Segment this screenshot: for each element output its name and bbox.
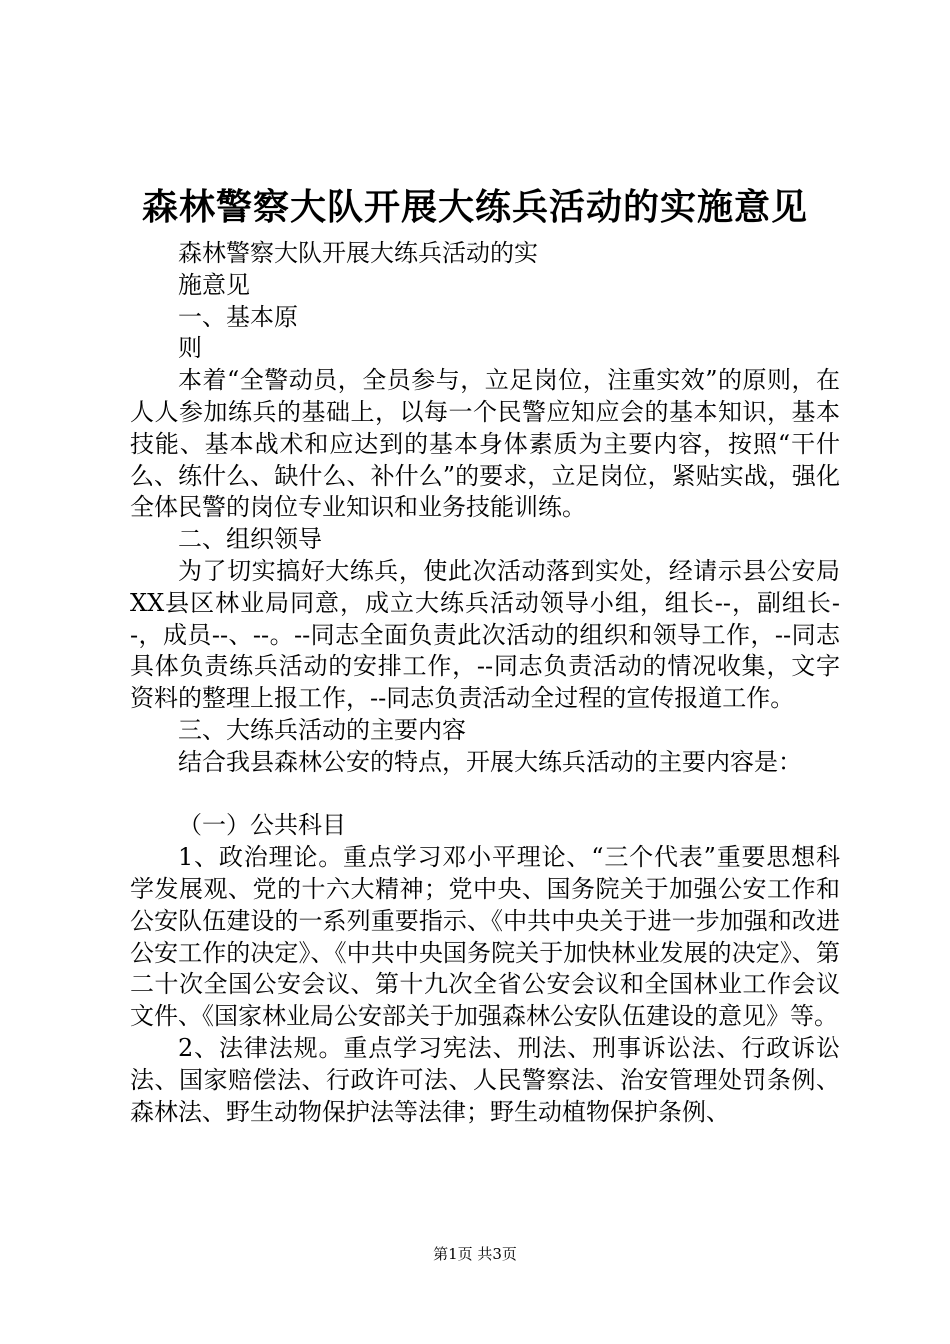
document-title: 森林警察大队开展大练兵活动的实施意见 [141, 186, 808, 228]
section-heading-1-line-2: 则 [178, 334, 202, 363]
paragraph-content-intro: 结合我县森林公安的特点，开展大练兵活动的主要内容是： [178, 747, 802, 776]
paragraph-political-theory: 1、政治理论。重点学习邓小平理论、“三个代表”重要思想科学发展观、党的十六大精神；党中央、国务院关于加强公安工作和公安队伍建设的一系列重要指示、《中共中央关于进一步加强和改进公安工作的决定》、《中共中央国务院关于加快林业发展的决定》、第二十次全国公安会议、第十九次全省公安会议和全国林业工作会议文件、《国家林业局公安部关于加强森林公安队伍建设的意见》等。 [130, 843, 840, 1031]
subtitle-line-2: 施意见 [178, 270, 250, 299]
blank-line [130, 779, 840, 811]
paragraph-laws: 2、法律法规。重点学习宪法、刑法、刑事诉讼法、行政诉讼法、国家赔偿法、行政许可法、人民警察法、治安管理处罚条例、森林法、野生动物保护法等法律；野生动植物保护条例、 [130, 1033, 840, 1126]
section-heading-1-line-1: 一、基本原 [178, 302, 298, 331]
section-heading-2: 二、组织领导 [178, 525, 322, 554]
document-body [130, 238, 840, 1128]
section-heading-3: 三、大练兵活动的主要内容 [178, 715, 466, 744]
page-footer: 第1页 共3页 [433, 1245, 517, 1263]
paragraph-organization: 为了切实搞好大练兵，使此次活动落到实处，经请示县公安局XX县区林业局同意，成立大练兵活动领导小组，组长--，副组长--，成员--、--。--同志全面负责此次活动的组织和领导工作，--同志具体负责练兵活动的安排工作，--同志负责活动的情况收集，文字资料的整理上报工作，--同志负责活动全过程的宣传报道工作。 [130, 556, 840, 713]
subtitle-line-1: 森林警察大队开展大练兵活动的实 [178, 239, 538, 267]
subsection-heading-public: （一）公共科目 [178, 811, 346, 840]
paragraph-principles: 本着“全警动员，全员参与，立足岗位，注重实效”的原则，在人人参加练兵的基础上，以每一个民警应知应会的基本知识，基本技能、基本战术和应达到的基本身体素质为主要内容，按照“干什么、练什么、缺什么、补什么”的要求，立足岗位，紧贴实战，强化全体民警的岗位专业知识和业务技能训练。 [130, 366, 840, 522]
